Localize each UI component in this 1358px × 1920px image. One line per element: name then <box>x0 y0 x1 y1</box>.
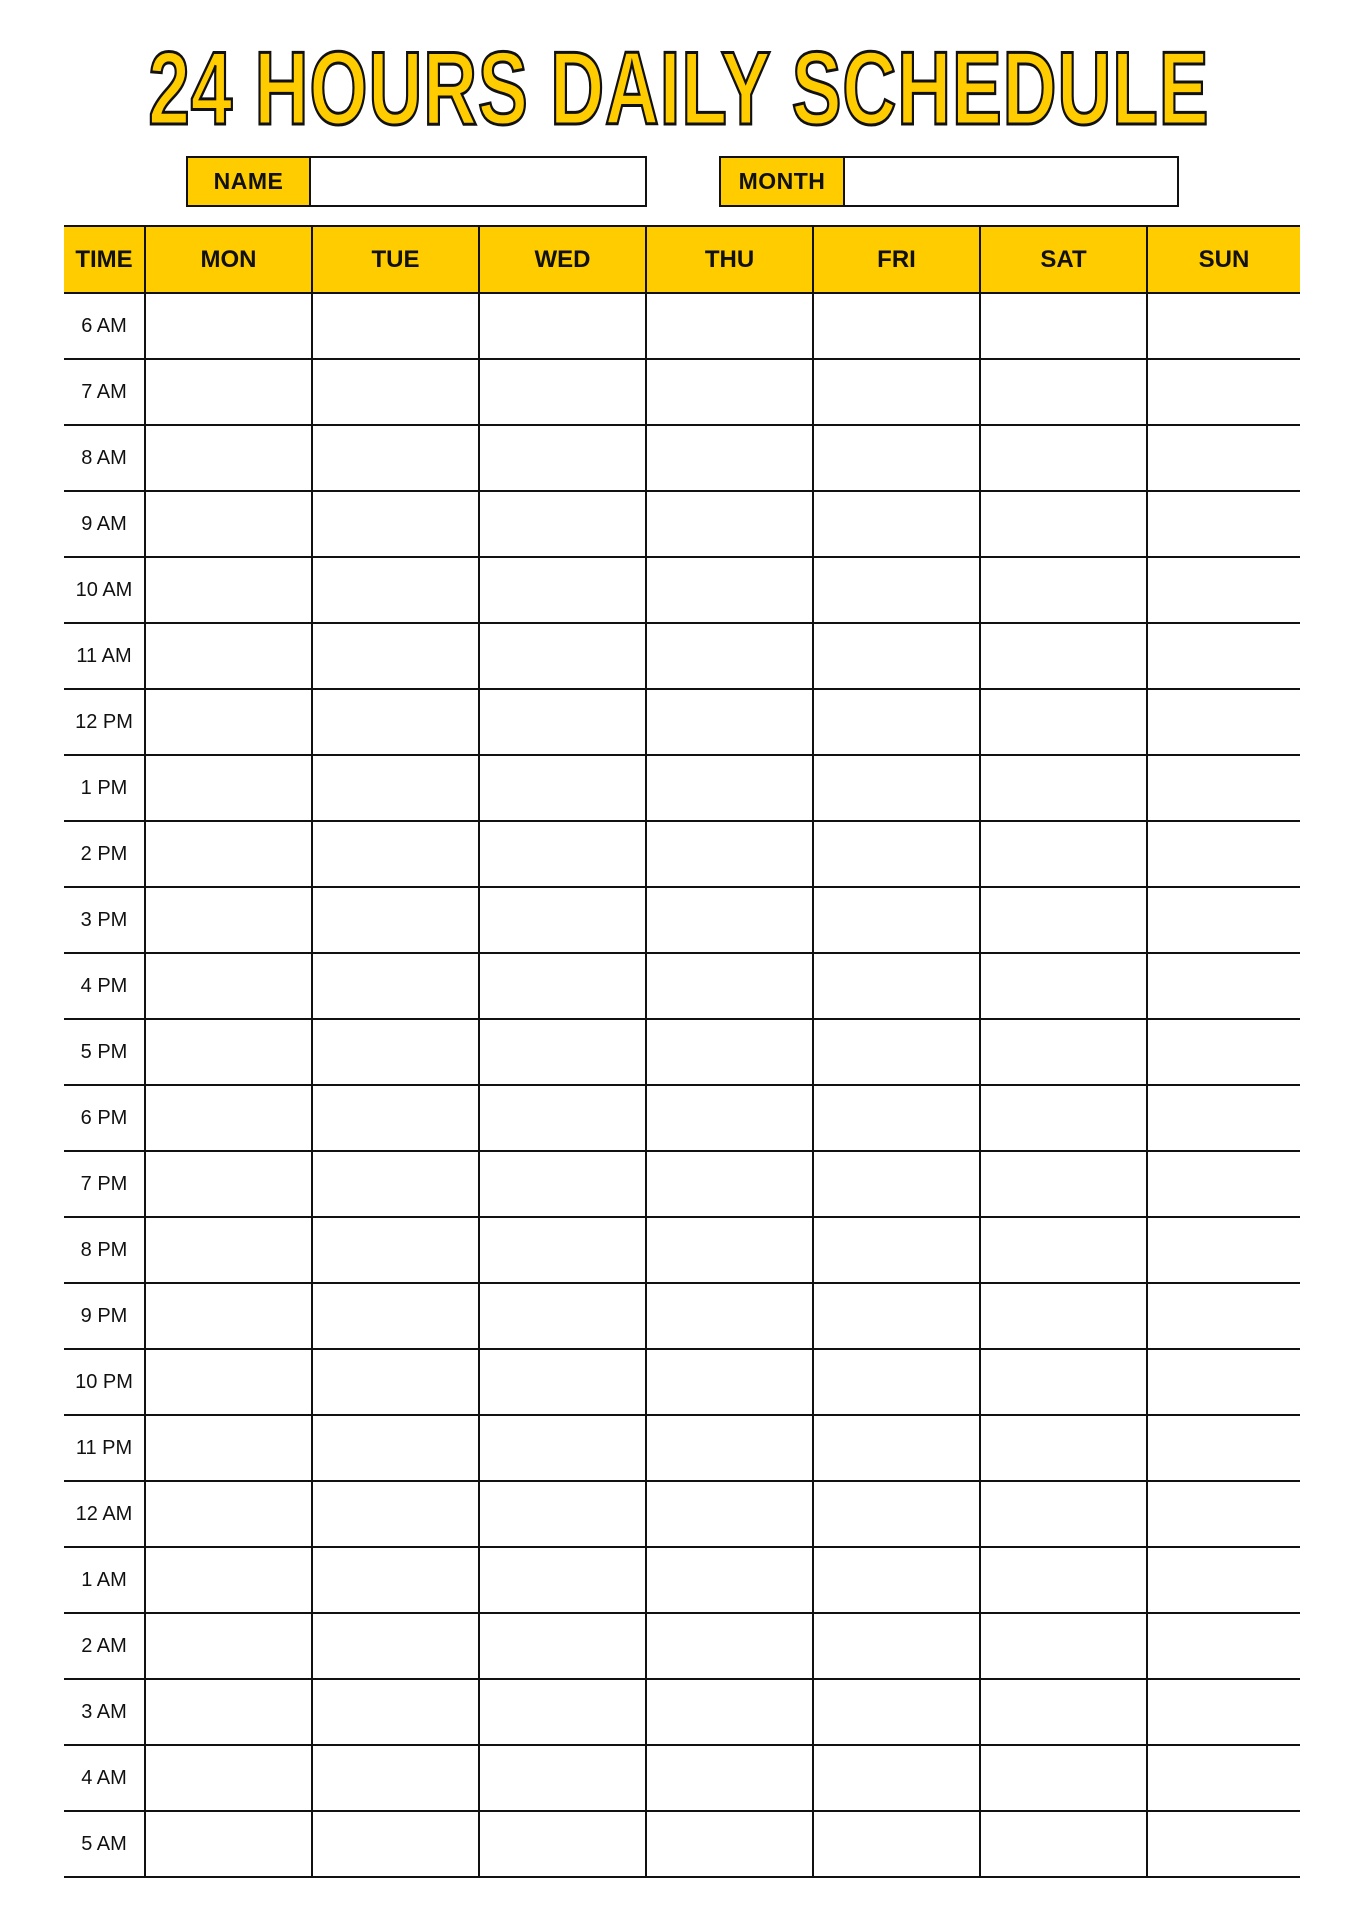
time-label: 7 AM <box>64 359 145 425</box>
schedule-cell-fri[interactable] <box>813 1547 980 1613</box>
time-label: 12 PM <box>64 689 145 755</box>
schedule-cell-mon[interactable] <box>145 491 312 557</box>
time-label: 6 PM <box>64 1085 145 1151</box>
schedule-cell-wed[interactable] <box>479 491 646 557</box>
table-row <box>64 1811 1300 1877</box>
schedule-cell-mon[interactable] <box>145 1547 312 1613</box>
schedule-cell-thu[interactable] <box>646 1547 813 1613</box>
column-header-sun: SUN <box>1147 226 1300 293</box>
schedule-cell-mon[interactable] <box>145 1613 312 1679</box>
schedule-cell-fri[interactable] <box>813 1811 980 1877</box>
schedule-cell-fri[interactable] <box>813 293 980 359</box>
schedule-cell-sat[interactable] <box>980 1085 1147 1151</box>
schedule-cell-sat[interactable] <box>980 557 1147 623</box>
schedule-cell-mon[interactable] <box>145 1679 312 1745</box>
time-label: 12 AM <box>64 1481 145 1547</box>
schedule-cell-mon[interactable] <box>145 1151 312 1217</box>
time-label: 4 PM <box>64 953 145 1019</box>
schedule-cell-fri[interactable] <box>813 821 980 887</box>
schedule-cell-sat[interactable] <box>980 293 1147 359</box>
table-row <box>64 293 1300 359</box>
name-label: NAME <box>188 158 311 205</box>
schedule-cell-wed[interactable] <box>479 755 646 821</box>
schedule-cell-wed[interactable] <box>479 623 646 689</box>
table-row <box>64 1349 1300 1415</box>
schedule-cell-fri[interactable] <box>813 689 980 755</box>
schedule-cell-tue[interactable] <box>312 1745 479 1811</box>
schedule-cell-tue[interactable] <box>312 1481 479 1547</box>
schedule-cell-thu[interactable] <box>646 1481 813 1547</box>
table-row <box>64 887 1300 953</box>
schedule-cell-mon[interactable] <box>145 1283 312 1349</box>
schedule-cell-thu[interactable] <box>646 1613 813 1679</box>
schedule-cell-sun[interactable] <box>1147 887 1300 953</box>
schedule-cell-wed[interactable] <box>479 1745 646 1811</box>
schedule-cell-thu[interactable] <box>646 1811 813 1877</box>
schedule-cell-sun[interactable] <box>1147 1547 1300 1613</box>
table-row <box>64 425 1300 491</box>
schedule-cell-tue[interactable] <box>312 1547 479 1613</box>
schedule-cell-mon[interactable] <box>145 1745 312 1811</box>
schedule-cell-thu[interactable] <box>646 491 813 557</box>
schedule-cell-fri[interactable] <box>813 491 980 557</box>
schedule-cell-tue[interactable] <box>312 1613 479 1679</box>
schedule-cell-wed[interactable] <box>479 1151 646 1217</box>
schedule-cell-sun[interactable] <box>1147 1481 1300 1547</box>
schedule-cell-mon[interactable] <box>145 1217 312 1283</box>
schedule-cell-mon[interactable] <box>145 821 312 887</box>
schedule-cell-tue[interactable] <box>312 1217 479 1283</box>
schedule-cell-fri[interactable] <box>813 1085 980 1151</box>
time-label: 7 PM <box>64 1151 145 1217</box>
schedule-cell-mon[interactable] <box>145 557 312 623</box>
schedule-cell-sat[interactable] <box>980 1415 1147 1481</box>
schedule-cell-sat[interactable] <box>980 1481 1147 1547</box>
schedule-cell-sat[interactable] <box>980 953 1147 1019</box>
schedule-cell-wed[interactable] <box>479 953 646 1019</box>
schedule-cell-sun[interactable] <box>1147 1019 1300 1085</box>
schedule-cell-wed[interactable] <box>479 821 646 887</box>
schedule-cell-wed[interactable] <box>479 1679 646 1745</box>
schedule-cell-tue[interactable] <box>312 1085 479 1151</box>
schedule-cell-thu[interactable] <box>646 425 813 491</box>
time-label: 2 PM <box>64 821 145 887</box>
schedule-cell-mon[interactable] <box>145 953 312 1019</box>
schedule-cell-tue[interactable] <box>312 1019 479 1085</box>
schedule-cell-wed[interactable] <box>479 887 646 953</box>
schedule-cell-thu[interactable] <box>646 953 813 1019</box>
column-header-thu: THU <box>646 226 813 293</box>
column-header-fri: FRI <box>813 226 980 293</box>
page-title-wrap <box>0 31 1358 147</box>
schedule-cell-sat[interactable] <box>980 491 1147 557</box>
table-row <box>64 1547 1300 1613</box>
time-label: 11 PM <box>64 1415 145 1481</box>
schedule-cell-fri[interactable] <box>813 1349 980 1415</box>
table-row <box>64 1019 1300 1085</box>
schedule-cell-sun[interactable] <box>1147 1349 1300 1415</box>
table-row <box>64 1745 1300 1811</box>
schedule-cell-sun[interactable] <box>1147 1217 1300 1283</box>
schedule-cell-sat[interactable] <box>980 1349 1147 1415</box>
schedule-cell-sat[interactable] <box>980 1679 1147 1745</box>
schedule-cell-sun[interactable] <box>1147 623 1300 689</box>
schedule-cell-thu[interactable] <box>646 755 813 821</box>
schedule-cell-thu[interactable] <box>646 1679 813 1745</box>
schedule-cell-mon[interactable] <box>145 1481 312 1547</box>
table-row <box>64 1481 1300 1547</box>
schedule-cell-sat[interactable] <box>980 821 1147 887</box>
schedule-cell-sat[interactable] <box>980 359 1147 425</box>
table-row <box>64 689 1300 755</box>
time-label: 5 AM <box>64 1811 145 1877</box>
schedule-cell-sun[interactable] <box>1147 1151 1300 1217</box>
column-header-tue: TUE <box>312 226 479 293</box>
schedule-cell-fri[interactable] <box>813 1745 980 1811</box>
schedule-cell-thu[interactable] <box>646 1349 813 1415</box>
schedule-body <box>64 293 1300 1877</box>
schedule-cell-thu[interactable] <box>646 689 813 755</box>
schedule-cell-fri[interactable] <box>813 1613 980 1679</box>
schedule-cell-thu[interactable] <box>646 1151 813 1217</box>
schedule-cell-sun[interactable] <box>1147 557 1300 623</box>
time-label: 3 AM <box>64 1679 145 1745</box>
page-title: 24 HOURS DAILY SCHEDULE <box>148 31 1210 147</box>
schedule-cell-tue[interactable] <box>312 557 479 623</box>
schedule-cell-mon[interactable] <box>145 1085 312 1151</box>
month-label: MONTH <box>721 158 845 205</box>
schedule-cell-sun[interactable] <box>1147 1745 1300 1811</box>
schedule-cell-sat[interactable] <box>980 755 1147 821</box>
time-label: 4 AM <box>64 1745 145 1811</box>
schedule-cell-wed[interactable] <box>479 1349 646 1415</box>
table-row <box>64 1415 1300 1481</box>
schedule-cell-sun[interactable] <box>1147 1811 1300 1877</box>
time-label: 8 AM <box>64 425 145 491</box>
time-label: 10 AM <box>64 557 145 623</box>
schedule-cell-wed[interactable] <box>479 425 646 491</box>
schedule-cell-tue[interactable] <box>312 1679 479 1745</box>
schedule-cell-fri[interactable] <box>813 425 980 491</box>
schedule-cell-sat[interactable] <box>980 1745 1147 1811</box>
schedule-cell-fri[interactable] <box>813 623 980 689</box>
schedule-cell-fri[interactable] <box>813 1217 980 1283</box>
schedule-cell-thu[interactable] <box>646 1745 813 1811</box>
time-label: 11 AM <box>64 623 145 689</box>
table-row <box>64 755 1300 821</box>
table-row <box>64 1679 1300 1745</box>
schedule-cell-mon[interactable] <box>145 1415 312 1481</box>
table-row <box>64 1217 1300 1283</box>
table-row <box>64 1151 1300 1217</box>
schedule-cell-wed[interactable] <box>479 1019 646 1085</box>
time-label: 9 AM <box>64 491 145 557</box>
schedule-cell-fri[interactable] <box>813 1019 980 1085</box>
schedule-cell-wed[interactable] <box>479 1283 646 1349</box>
table-row <box>64 1283 1300 1349</box>
schedule-cell-fri[interactable] <box>813 755 980 821</box>
schedule-cell-mon[interactable] <box>145 1019 312 1085</box>
schedule-cell-thu[interactable] <box>646 557 813 623</box>
schedule-cell-wed[interactable] <box>479 1085 646 1151</box>
schedule-cell-tue[interactable] <box>312 1349 479 1415</box>
schedule-cell-thu[interactable] <box>646 1415 813 1481</box>
table-row <box>64 359 1300 425</box>
schedule-cell-sun[interactable] <box>1147 491 1300 557</box>
schedule-cell-sun[interactable] <box>1147 953 1300 1019</box>
schedule-cell-sun[interactable] <box>1147 359 1300 425</box>
name-input[interactable] <box>311 158 645 205</box>
schedule-cell-tue[interactable] <box>312 821 479 887</box>
schedule-cell-mon[interactable] <box>145 755 312 821</box>
schedule-cell-sat[interactable] <box>980 887 1147 953</box>
schedule-cell-sun[interactable] <box>1147 293 1300 359</box>
schedule-cell-fri[interactable] <box>813 1151 980 1217</box>
schedule-cell-wed[interactable] <box>479 293 646 359</box>
schedule-cell-wed[interactable] <box>479 557 646 623</box>
schedule-cell-mon[interactable] <box>145 623 312 689</box>
schedule-cell-fri[interactable] <box>813 557 980 623</box>
schedule-cell-sun[interactable] <box>1147 1613 1300 1679</box>
schedule-cell-tue[interactable] <box>312 425 479 491</box>
schedule-cell-fri[interactable] <box>813 1679 980 1745</box>
time-label: 2 AM <box>64 1613 145 1679</box>
schedule-cell-wed[interactable] <box>479 1217 646 1283</box>
schedule-cell-sun[interactable] <box>1147 755 1300 821</box>
schedule-cell-tue[interactable] <box>312 293 479 359</box>
schedule-cell-wed[interactable] <box>479 1547 646 1613</box>
schedule-cell-thu[interactable] <box>646 1217 813 1283</box>
schedule-cell-wed[interactable] <box>479 1613 646 1679</box>
table-row <box>64 623 1300 689</box>
schedule-cell-mon[interactable] <box>145 1811 312 1877</box>
schedule-table <box>64 225 1300 1878</box>
month-input[interactable] <box>845 158 1177 205</box>
column-header-time: TIME <box>64 226 145 293</box>
schedule-cell-wed[interactable] <box>479 689 646 755</box>
schedule-cell-mon[interactable] <box>145 425 312 491</box>
schedule-cell-fri[interactable] <box>813 359 980 425</box>
schedule-cell-mon[interactable] <box>145 293 312 359</box>
column-header-wed: WED <box>479 226 646 293</box>
schedule-cell-fri[interactable] <box>813 1415 980 1481</box>
month-field <box>719 156 1179 207</box>
schedule-cell-thu[interactable] <box>646 1085 813 1151</box>
schedule-cell-fri[interactable] <box>813 887 980 953</box>
schedule-cell-thu[interactable] <box>646 293 813 359</box>
column-header-mon: MON <box>145 226 312 293</box>
schedule-cell-sun[interactable] <box>1147 1415 1300 1481</box>
schedule-cell-sun[interactable] <box>1147 821 1300 887</box>
schedule-cell-wed[interactable] <box>479 359 646 425</box>
schedule-cell-thu[interactable] <box>646 1019 813 1085</box>
table-row <box>64 1085 1300 1151</box>
schedule-cell-sun[interactable] <box>1147 1283 1300 1349</box>
schedule-cell-thu[interactable] <box>646 623 813 689</box>
schedule-cell-sun[interactable] <box>1147 689 1300 755</box>
time-label: 10 PM <box>64 1349 145 1415</box>
schedule-cell-wed[interactable] <box>479 1811 646 1877</box>
schedule-cell-sun[interactable] <box>1147 1085 1300 1151</box>
schedule-cell-fri[interactable] <box>813 1481 980 1547</box>
time-label: 8 PM <box>64 1217 145 1283</box>
schedule-cell-tue[interactable] <box>312 689 479 755</box>
schedule-cell-sun[interactable] <box>1147 425 1300 491</box>
schedule-cell-tue[interactable] <box>312 491 479 557</box>
schedule-cell-sun[interactable] <box>1147 1679 1300 1745</box>
schedule-cell-mon[interactable] <box>145 887 312 953</box>
table-row <box>64 821 1300 887</box>
schedule-cell-tue[interactable] <box>312 1283 479 1349</box>
time-label: 6 AM <box>64 293 145 359</box>
schedule-cell-sat[interactable] <box>980 1547 1147 1613</box>
schedule-cell-sat[interactable] <box>980 623 1147 689</box>
schedule-cell-thu[interactable] <box>646 1283 813 1349</box>
schedule-cell-thu[interactable] <box>646 821 813 887</box>
schedule-cell-mon[interactable] <box>145 359 312 425</box>
schedule-cell-sat[interactable] <box>980 425 1147 491</box>
schedule-cell-sat[interactable] <box>980 1811 1147 1877</box>
time-label: 3 PM <box>64 887 145 953</box>
schedule-cell-sat[interactable] <box>980 689 1147 755</box>
time-label: 1 PM <box>64 755 145 821</box>
column-header-sat: SAT <box>980 226 1147 293</box>
schedule-cell-tue[interactable] <box>312 623 479 689</box>
time-label: 5 PM <box>64 1019 145 1085</box>
schedule-cell-sat[interactable] <box>980 1151 1147 1217</box>
schedule-cell-mon[interactable] <box>145 689 312 755</box>
schedule-cell-wed[interactable] <box>479 1415 646 1481</box>
schedule-cell-thu[interactable] <box>646 887 813 953</box>
schedule-cell-tue[interactable] <box>312 1811 479 1877</box>
schedule-cell-tue[interactable] <box>312 887 479 953</box>
time-label: 1 AM <box>64 1547 145 1613</box>
schedule-cell-wed[interactable] <box>479 1481 646 1547</box>
table-row <box>64 1613 1300 1679</box>
header-row <box>64 226 1300 293</box>
time-label: 9 PM <box>64 1283 145 1349</box>
schedule-cell-tue[interactable] <box>312 1151 479 1217</box>
schedule-cell-fri[interactable] <box>813 953 980 1019</box>
schedule-cell-sat[interactable] <box>980 1217 1147 1283</box>
schedule-cell-sat[interactable] <box>980 1613 1147 1679</box>
name-field <box>186 156 647 207</box>
schedule-cell-tue[interactable] <box>312 359 479 425</box>
schedule-cell-tue[interactable] <box>312 953 479 1019</box>
schedule-cell-sat[interactable] <box>980 1019 1147 1085</box>
table-row <box>64 557 1300 623</box>
schedule-cell-tue[interactable] <box>312 755 479 821</box>
schedule-cell-tue[interactable] <box>312 1415 479 1481</box>
table-row <box>64 491 1300 557</box>
table-row <box>64 953 1300 1019</box>
schedule-cell-thu[interactable] <box>646 359 813 425</box>
schedule-cell-mon[interactable] <box>145 1349 312 1415</box>
schedule-cell-fri[interactable] <box>813 1283 980 1349</box>
schedule-cell-sat[interactable] <box>980 1283 1147 1349</box>
